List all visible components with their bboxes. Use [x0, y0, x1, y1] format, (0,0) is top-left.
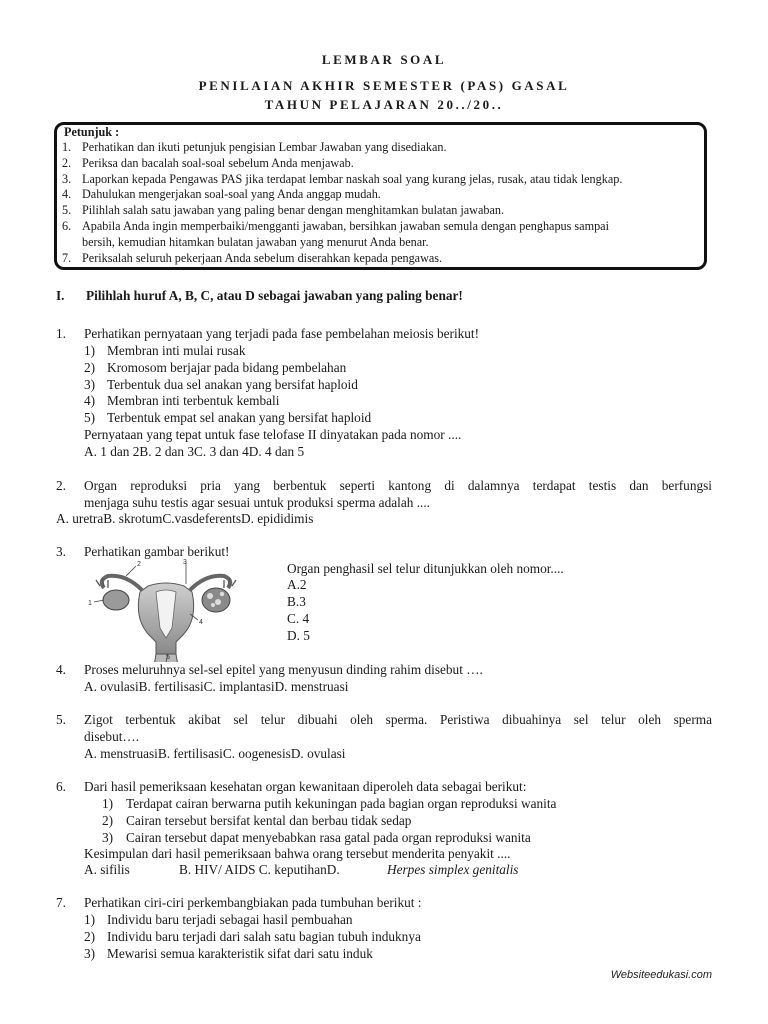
- list-item-number: 4): [84, 393, 96, 409]
- list-item-text: Terdapat cairan berwarna putih kekuningan pada bagian organ reproduksi wanita: [126, 796, 557, 811]
- figure-label-4: 4: [199, 619, 203, 626]
- list-item-text: Laporkan kepada Pengawas PAS jika terdapat lembar naskah soal yang kurang jelas, rusak, atau tidak lengkap.: [82, 171, 623, 186]
- list-item-text: Dahulukan mengerjakan soal-soal yang Anda anggap mudah.: [82, 187, 381, 202]
- academic-year: TAHUN PELAJARAN 20../20..: [264, 97, 504, 112]
- answer-option-a: A.2: [287, 577, 307, 592]
- question-text: Zigot terbentuk akibat sel telur dibuahi oleh sperma. Peristiwa dibuahinya sel telur oleh sperma: [84, 712, 712, 727]
- footer-website: Websiteedukasi.com: [610, 969, 712, 981]
- list-item-number: 3): [84, 945, 96, 961]
- list-item-text: Mewarisi semua karakteristik sifat dari satu induk: [107, 945, 373, 961]
- question-prompt: Pernyataan yang tepat untuk fase telofase II dinyatakan pada nomor ....: [84, 427, 462, 442]
- list-item-number: 1.: [62, 140, 72, 154]
- list-item-text: Terbentuk dua sel anakan yang bersifat haploid: [107, 376, 358, 392]
- list-item-text: Apabila Anda ingin memperbaiki/mengganti jawaban, bersihkan jawaban semula dengan penghapus sampai: [82, 219, 609, 233]
- list-item-text: Membran inti mulai rusak: [107, 343, 246, 358]
- list-item-text: Perhatikan dan ikuti petunjuk pengisian Lembar Jawaban yang disediakan.: [82, 140, 447, 154]
- list-item-number: 3): [84, 376, 96, 392]
- question-prompt: Organ penghasil sel telur ditunjukkan oleh nomor....: [287, 561, 564, 576]
- list-item-number: 2): [84, 359, 96, 375]
- question-text: Perhatikan ciri-ciri perkembangbiakan pada tumbuhan berikut :: [84, 895, 422, 910]
- answer-option-d-text: Herpes simplex genitalis: [387, 862, 519, 877]
- answer-options: A. ovulasiB. fertilisasiC. implantasiD. menstruasi: [84, 679, 349, 694]
- list-item-number: 1): [84, 912, 96, 927]
- list-item-text: Cairan tersebut dapat menyebabkan rasa gatal pada organ reproduksi wanita: [126, 829, 531, 845]
- list-item-number: 6.: [62, 219, 72, 233]
- figure-label-3: 3: [183, 559, 187, 566]
- question-text-continued: menjaga suhu testis agar sesuai untuk produksi sperma adalah ....: [84, 495, 431, 510]
- answer-options: A. uretraB. skrotumC.vasdeferentsD. epididimis: [56, 511, 314, 526]
- list-item-text: Terbentuk empat sel anakan yang bersifat haploid: [107, 410, 372, 426]
- instructions-label: Petunjuk :: [64, 125, 120, 139]
- reproductive-organ-figure: [86, 558, 246, 668]
- answer-option-b: B.3: [287, 594, 306, 609]
- list-item-text: Pilihlah salah satu jawaban yang paling benar dengan menghitamkan bulatan jawaban.: [82, 203, 505, 218]
- list-item-number: 2): [102, 812, 114, 828]
- list-item-number: 2.: [62, 155, 72, 170]
- list-item-number: 1): [84, 343, 96, 358]
- list-item-number: 1): [102, 796, 114, 811]
- question-number: 7.: [56, 895, 66, 910]
- exam-title: PENILAIAN AKHIR SEMESTER (PAS) GASAL: [198, 78, 570, 93]
- answer-options-bcd: B. HIV/ AIDS C. keputihanD.: [179, 862, 340, 877]
- question-text: Organ reproduksi pria yang berbentuk seperti kantong di dalamnya terdapat testis dan berfungsi: [84, 478, 712, 493]
- question-number: 4.: [56, 662, 66, 677]
- question-number: 5.: [56, 712, 66, 727]
- list-item-text: Kromosom berjajar pada bidang pembelahan: [107, 359, 347, 375]
- question-text: Dari hasil pemeriksaan kesehatan organ kewanitaan diperoleh data sebagai berikut:: [84, 779, 527, 794]
- list-item-text: bersih, kemudian hitamkan bulatan jawaban yang menurut Anda benar.: [82, 234, 429, 249]
- list-item-text: Periksa dan bacalah soal-soal sebelum Anda menjawab.: [82, 155, 354, 170]
- list-item-text: Individu baru terjadi sebagai hasil pembuahan: [107, 912, 353, 927]
- answer-option-c: C. 4: [287, 611, 310, 626]
- question-prompt: Kesimpulan dari hasil pemeriksaan bahwa orang tersebut menderita penyakit ....: [84, 846, 511, 861]
- section-instruction: Pilihlah huruf A, B, C, atau D sebagai jawaban yang paling benar!: [86, 288, 463, 303]
- section-number: I.: [56, 288, 65, 303]
- list-item-number: 7.: [62, 250, 72, 265]
- question-number: 3.: [56, 544, 66, 559]
- answer-option-d: D. 5: [287, 628, 310, 643]
- sheet-title: LEMBAR SOAL: [321, 52, 447, 67]
- figure-label-5: 5: [166, 654, 170, 661]
- figure-label-2: 2: [137, 561, 141, 568]
- list-item-text: Membran inti terbentuk kembali: [107, 393, 280, 409]
- question-number: 6.: [56, 779, 66, 794]
- list-item-number: 5.: [62, 203, 72, 218]
- question-text: Perhatikan pernyataan yang terjadi pada fase pembelahan meiosis berikut!: [84, 326, 480, 341]
- question-number: 1.: [56, 326, 66, 341]
- question-text: Proses meluruhnya sel-sel epitel yang menyusun dinding rahim disebut ….: [84, 662, 487, 678]
- list-item-number: 4.: [62, 187, 72, 202]
- question-number: 2.: [56, 478, 66, 493]
- answer-option-a: A. sifilis: [84, 862, 130, 877]
- answer-options: A. 1 dan 2B. 2 dan 3C. 3 dan 4D. 4 dan 5: [84, 444, 305, 459]
- figure-label-1: 1: [88, 600, 92, 607]
- list-item-text: Cairan tersebut bersifat kental dan berbau tidak sedap: [126, 812, 412, 828]
- list-item-text: Individu baru terjadi dari salah satu bagian tubuh induknya: [107, 928, 421, 944]
- list-item-text: Periksalah seluruh pekerjaan Anda sebelum diserahkan kepada pengawas.: [82, 250, 443, 265]
- question-text: Perhatikan gambar berikut!: [84, 544, 230, 559]
- answer-options: A. menstruasiB. fertilisasiC. oogenesisD. ovulasi: [84, 746, 346, 761]
- list-item-number: 3): [102, 829, 114, 845]
- list-item-number: 2): [84, 928, 96, 944]
- list-item-number: 3.: [62, 171, 72, 186]
- left-ovary-shape: [103, 590, 129, 610]
- question-text-continued: disebut….: [84, 729, 140, 744]
- list-item-number: 5): [84, 410, 96, 426]
